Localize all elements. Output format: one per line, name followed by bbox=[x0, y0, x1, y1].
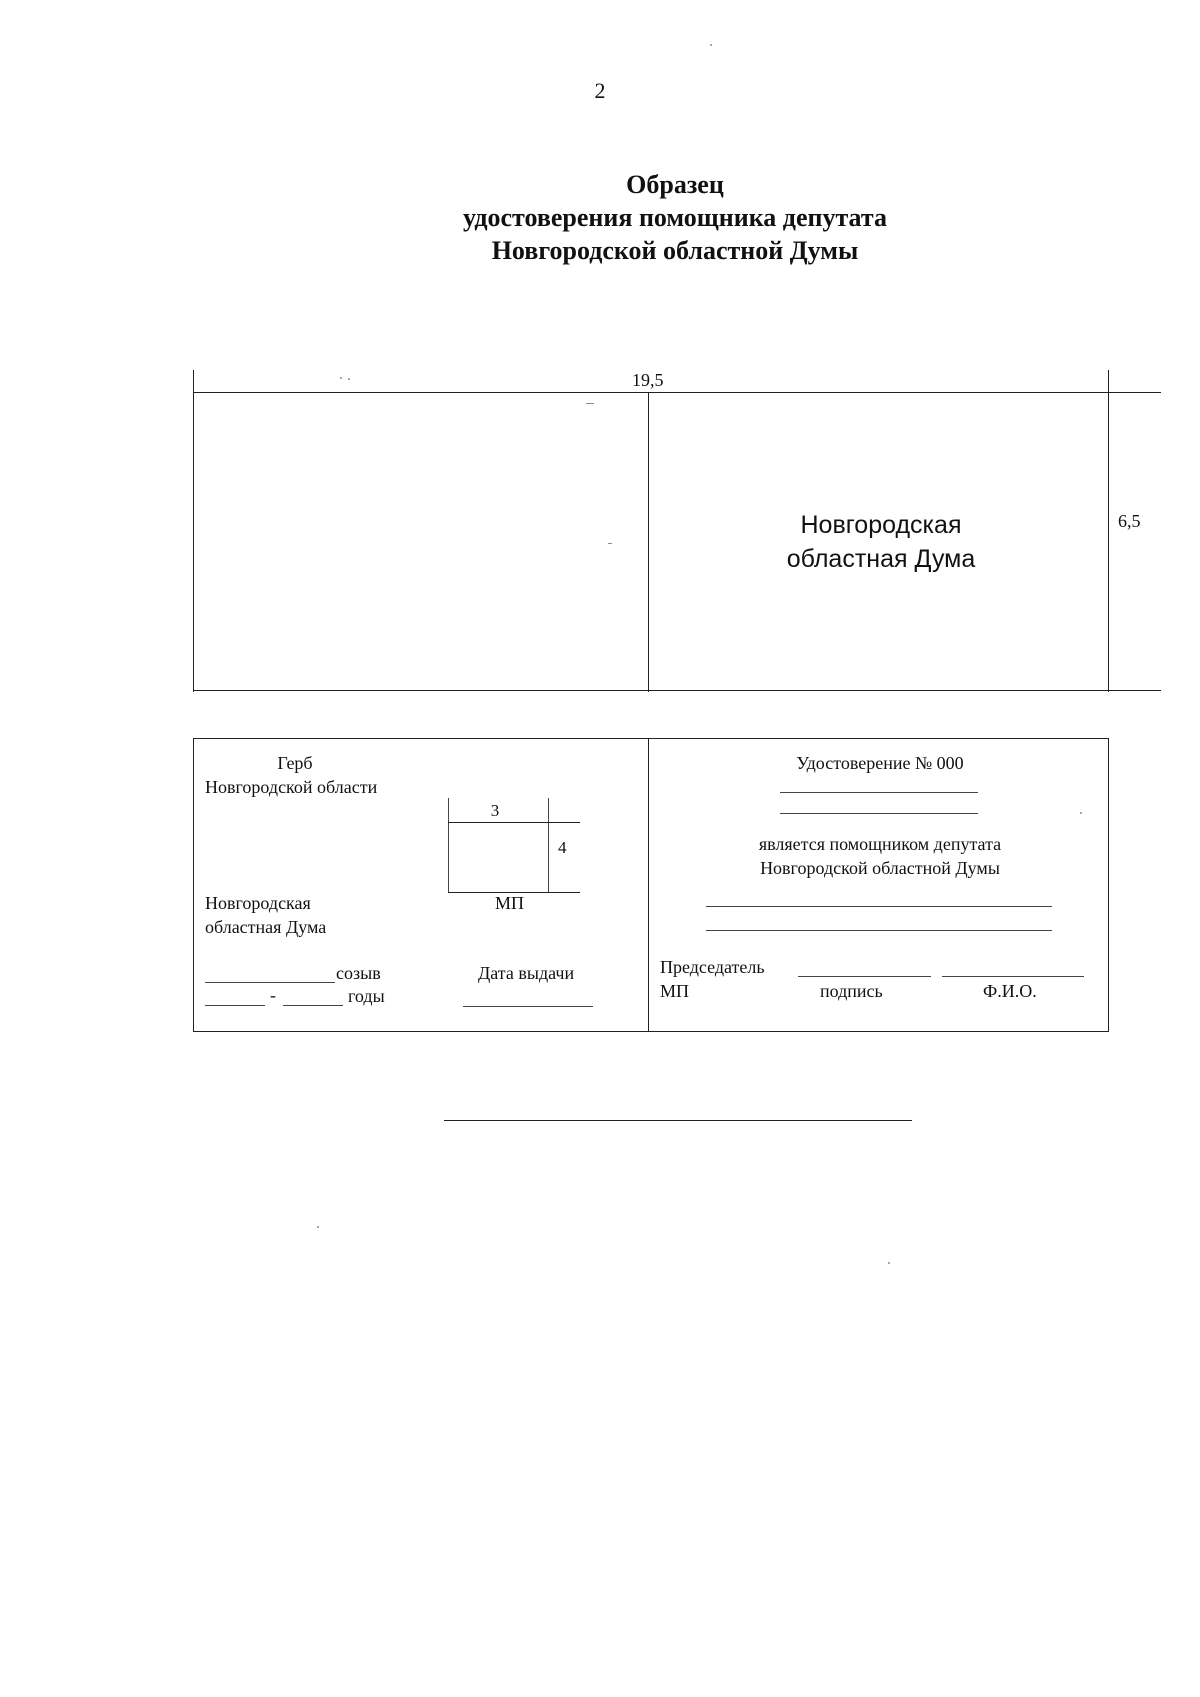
cover-name-line-1: Новгородская bbox=[800, 511, 962, 539]
years-to-blank bbox=[283, 1005, 343, 1006]
end-separator-line bbox=[444, 1120, 912, 1121]
photo-width-label: 3 bbox=[490, 801, 500, 820]
inside-bottom-edge bbox=[193, 1031, 1108, 1032]
scan-speck bbox=[710, 44, 712, 46]
convocation-label: созыв bbox=[336, 963, 381, 983]
years-dash: - bbox=[270, 985, 276, 1005]
full-name-blank bbox=[942, 976, 1084, 977]
inside-left-edge bbox=[193, 738, 194, 1032]
cover-left-edge bbox=[193, 370, 194, 692]
scan-speck bbox=[608, 543, 612, 544]
scan-speck bbox=[1080, 812, 1082, 814]
signature-label: подпись bbox=[820, 981, 883, 1001]
emblem-region-label: Новгородской области bbox=[205, 777, 378, 797]
photo-box-top bbox=[448, 822, 580, 823]
cover-width-label: 19,5 bbox=[632, 370, 664, 390]
right-stamp-label: МП bbox=[660, 981, 690, 1001]
deputy-name-blank-1 bbox=[706, 906, 1052, 907]
years-from-blank bbox=[205, 1005, 265, 1006]
left-stamp-label: МП bbox=[495, 893, 525, 913]
name-blank-2 bbox=[780, 813, 978, 814]
full-name-label: Ф.И.О. bbox=[983, 981, 1037, 1001]
years-label: годы bbox=[348, 986, 385, 1006]
emblem-label: Герб bbox=[277, 753, 313, 773]
cover-bottom-edge bbox=[193, 690, 1161, 691]
deputy-name-blank-2 bbox=[706, 930, 1052, 931]
assistant-text-line-1: является помощником депутата bbox=[758, 834, 1002, 854]
inside-top-edge bbox=[193, 738, 1108, 739]
scan-speck bbox=[586, 403, 594, 404]
convocation-blank bbox=[205, 982, 335, 983]
inside-right-edge bbox=[1108, 738, 1109, 1032]
title-line-2: удостоверения помощника депутата bbox=[463, 203, 887, 232]
photo-box-right bbox=[548, 798, 549, 893]
cover-top-edge bbox=[193, 392, 1161, 393]
cover-name-line-2: областная Дума bbox=[786, 545, 976, 573]
assistant-text-line-2: Новгородской областной Думы bbox=[760, 858, 1000, 878]
photo-box-left bbox=[448, 798, 449, 893]
cover-organization-name bbox=[651, 508, 1111, 576]
chairman-label: Председатель bbox=[660, 957, 765, 977]
certificate-number: Удостоверение № 000 bbox=[796, 753, 964, 773]
scan-speck bbox=[348, 378, 350, 380]
inside-fold-line bbox=[648, 738, 649, 1032]
document-title bbox=[0, 168, 1200, 267]
signature-blank bbox=[798, 976, 931, 977]
photo-height-label: 4 bbox=[558, 838, 567, 857]
title-line-1: Образец bbox=[626, 170, 724, 199]
scan-speck bbox=[317, 1226, 319, 1228]
title-line-3: Новгородской областной Думы bbox=[491, 236, 859, 265]
cover-fold-line bbox=[648, 392, 649, 692]
cover-height-label: 6,5 bbox=[1118, 511, 1141, 531]
page-number: 2 bbox=[594, 78, 606, 103]
scan-speck bbox=[888, 1262, 890, 1264]
org-name-line-2: областная Дума bbox=[205, 917, 327, 937]
org-name-line-1: Новгородская bbox=[205, 893, 311, 913]
name-blank-1 bbox=[780, 792, 978, 793]
scan-speck bbox=[340, 377, 342, 379]
issue-date-blank bbox=[463, 1006, 593, 1007]
issue-date-label: Дата выдачи bbox=[478, 963, 575, 983]
